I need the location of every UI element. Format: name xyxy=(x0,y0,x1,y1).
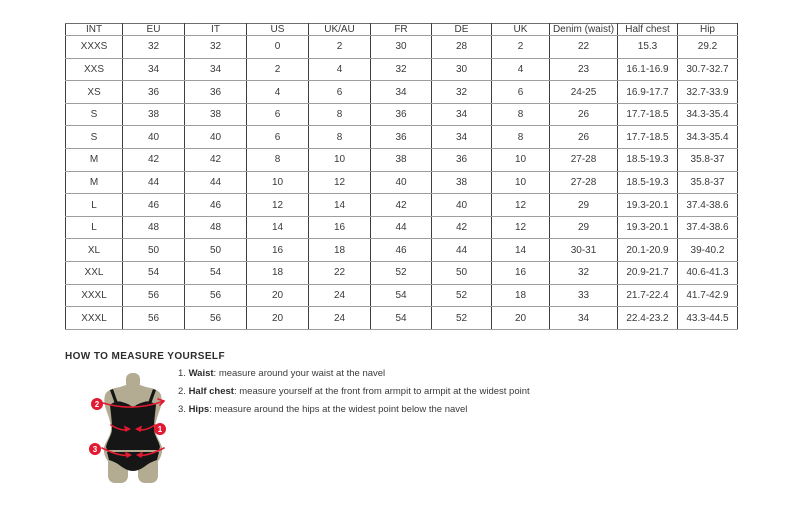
column-header: US xyxy=(247,24,309,36)
table-cell: 32 xyxy=(550,262,618,285)
table-cell: 20.9-21.7 xyxy=(618,262,678,285)
table-cell: 34 xyxy=(123,58,185,81)
table-cell: 40 xyxy=(123,126,185,149)
table-cell: 12 xyxy=(309,171,371,194)
table-cell: 42 xyxy=(123,149,185,172)
step-number: 1. xyxy=(178,368,189,379)
measure-step xyxy=(178,385,530,401)
table-cell: 36 xyxy=(432,149,492,172)
table-cell: 27-28 xyxy=(550,149,618,172)
table-cell: 28 xyxy=(432,36,492,59)
table-cell: 38 xyxy=(123,103,185,126)
table-cell: 15.3 xyxy=(618,36,678,59)
table-cell: XXXS xyxy=(66,36,123,59)
table-cell: 19.3-20.1 xyxy=(618,216,678,239)
table-cell: 4 xyxy=(492,58,550,81)
table-cell: 8 xyxy=(492,126,550,149)
measure-section-title: HOW TO MEASURE YOURSELF xyxy=(65,351,225,362)
column-header: INT xyxy=(66,24,123,36)
table-cell: 54 xyxy=(123,262,185,285)
table-cell: 6 xyxy=(247,103,309,126)
table-row xyxy=(66,171,738,194)
table-row xyxy=(66,126,738,149)
table-cell: 4 xyxy=(309,58,371,81)
measure-figure xyxy=(80,371,180,489)
table-cell: 32.7-33.9 xyxy=(678,81,738,104)
table-cell: L xyxy=(66,216,123,239)
table-cell: 48 xyxy=(185,216,247,239)
table-row xyxy=(66,262,738,285)
table-cell: 24-25 xyxy=(550,81,618,104)
column-header: EU xyxy=(123,24,185,36)
table-cell: 6 xyxy=(492,81,550,104)
table-cell: 4 xyxy=(247,81,309,104)
table-cell: 29 xyxy=(550,194,618,217)
table-cell: 29.2 xyxy=(678,36,738,59)
table-cell: 54 xyxy=(185,262,247,285)
table-cell: 44 xyxy=(371,216,432,239)
table-cell: 14 xyxy=(309,194,371,217)
column-header: UK xyxy=(492,24,550,36)
table-cell: 54 xyxy=(371,284,432,307)
table-cell: 8 xyxy=(309,126,371,149)
table-cell: 29 xyxy=(550,216,618,239)
table-cell: 16.9-17.7 xyxy=(618,81,678,104)
table-row xyxy=(66,81,738,104)
table-cell: XXXL xyxy=(66,284,123,307)
table-cell: 34 xyxy=(185,58,247,81)
table-cell: 46 xyxy=(185,194,247,217)
table-cell: 12 xyxy=(492,216,550,239)
table-cell: 8 xyxy=(247,149,309,172)
table-cell: 40.6-41.3 xyxy=(678,262,738,285)
table-row xyxy=(66,216,738,239)
table-cell: 34 xyxy=(371,81,432,104)
table-cell: 26 xyxy=(550,103,618,126)
table-cell: 16.1-16.9 xyxy=(618,58,678,81)
table-cell: XXL xyxy=(66,262,123,285)
table-cell: 20 xyxy=(247,284,309,307)
table-cell: 12 xyxy=(492,194,550,217)
step-label: Waist xyxy=(188,368,214,379)
column-header: Denim (waist) xyxy=(550,24,618,36)
table-cell: XXS xyxy=(66,58,123,81)
table-cell: 32 xyxy=(185,36,247,59)
table-cell: 23 xyxy=(550,58,618,81)
table-row xyxy=(66,239,738,262)
table-cell: 10 xyxy=(247,171,309,194)
table-cell: 48 xyxy=(123,216,185,239)
table-cell: 17.7-18.5 xyxy=(618,126,678,149)
table-cell: 16 xyxy=(247,239,309,262)
table-cell: 22 xyxy=(550,36,618,59)
column-header: IT xyxy=(185,24,247,36)
table-cell: 50 xyxy=(123,239,185,262)
table-cell: 38 xyxy=(432,171,492,194)
table-cell: 42 xyxy=(371,194,432,217)
table-cell: 20 xyxy=(492,307,550,330)
measure-step xyxy=(178,403,530,419)
table-cell: 56 xyxy=(123,284,185,307)
table-cell: S xyxy=(66,103,123,126)
table-cell: 30.7-32.7 xyxy=(678,58,738,81)
table-cell: 34.3-35.4 xyxy=(678,103,738,126)
table-cell: 37.4-38.6 xyxy=(678,194,738,217)
table-cell: 34.3-35.4 xyxy=(678,126,738,149)
table-cell: 42 xyxy=(432,216,492,239)
table-cell: 6 xyxy=(247,126,309,149)
table-row xyxy=(66,103,738,126)
table-cell: 36 xyxy=(185,81,247,104)
table-cell: 27-28 xyxy=(550,171,618,194)
table-cell: 14 xyxy=(492,239,550,262)
table-cell: 36 xyxy=(371,126,432,149)
table-cell: 50 xyxy=(432,262,492,285)
table-cell: L xyxy=(66,194,123,217)
table-cell: 52 xyxy=(432,307,492,330)
table-cell: 30 xyxy=(432,58,492,81)
waist-marker-label: 1 xyxy=(157,425,163,434)
table-cell: 36 xyxy=(371,103,432,126)
table-cell: 21.7-22.4 xyxy=(618,284,678,307)
table-cell: 8 xyxy=(309,103,371,126)
table-cell: 34 xyxy=(550,307,618,330)
table-cell: 50 xyxy=(185,239,247,262)
table-row xyxy=(66,36,738,59)
table-cell: 40 xyxy=(371,171,432,194)
table-cell: 14 xyxy=(247,216,309,239)
measure-step xyxy=(178,367,530,383)
table-cell: 44 xyxy=(185,171,247,194)
table-cell: 44 xyxy=(432,239,492,262)
table-cell: 35.8-37 xyxy=(678,149,738,172)
table-cell: 32 xyxy=(432,81,492,104)
table-cell: M xyxy=(66,171,123,194)
table-cell: 33 xyxy=(550,284,618,307)
camisole-bodice xyxy=(106,401,160,450)
table-cell: 40 xyxy=(185,126,247,149)
mannequin-illustration xyxy=(80,371,180,489)
table-cell: 38 xyxy=(371,149,432,172)
table-cell: 54 xyxy=(371,307,432,330)
table-cell: 46 xyxy=(123,194,185,217)
table-cell: 56 xyxy=(123,307,185,330)
bust-marker-label: 2 xyxy=(94,400,100,409)
table-cell: 22.4-23.2 xyxy=(618,307,678,330)
table-cell: 41.7-42.9 xyxy=(678,284,738,307)
table-cell: 32 xyxy=(371,58,432,81)
table-cell: 39-40.2 xyxy=(678,239,738,262)
table-cell: 24 xyxy=(309,307,371,330)
table-cell: 30-31 xyxy=(550,239,618,262)
table-cell: S xyxy=(66,126,123,149)
column-header: Hip xyxy=(678,24,738,36)
size-table xyxy=(65,23,738,330)
table-cell: 12 xyxy=(247,194,309,217)
table-cell: 18 xyxy=(309,239,371,262)
table-row xyxy=(66,58,738,81)
table-cell: 10 xyxy=(492,149,550,172)
table-cell: M xyxy=(66,149,123,172)
table-cell: 2 xyxy=(492,36,550,59)
table-cell: 18.5-19.3 xyxy=(618,149,678,172)
column-header: FR xyxy=(371,24,432,36)
table-cell: 30 xyxy=(371,36,432,59)
step-text: : measure around your waist at the navel xyxy=(213,368,386,379)
step-text: : measure yourself at the front from armpit to armpit at the widest point xyxy=(233,386,530,397)
table-cell: 22 xyxy=(309,262,371,285)
table-cell: 34 xyxy=(432,126,492,149)
table-row xyxy=(66,284,738,307)
table-cell: 17.7-18.5 xyxy=(618,103,678,126)
table-cell: 20.1-20.9 xyxy=(618,239,678,262)
table-cell: 52 xyxy=(371,262,432,285)
table-cell: 26 xyxy=(550,126,618,149)
column-header: DE xyxy=(432,24,492,36)
step-label: Hips xyxy=(188,404,210,415)
table-cell: 42 xyxy=(185,149,247,172)
table-cell: 35.8-37 xyxy=(678,171,738,194)
table-cell: 10 xyxy=(309,149,371,172)
table-cell: 16 xyxy=(492,262,550,285)
table-cell: 46 xyxy=(371,239,432,262)
table-cell: 24 xyxy=(309,284,371,307)
hips-marker-label: 3 xyxy=(92,445,98,454)
table-cell: 20 xyxy=(247,307,309,330)
table-cell: 19.3-20.1 xyxy=(618,194,678,217)
table-cell: 2 xyxy=(309,36,371,59)
table-cell: 56 xyxy=(185,284,247,307)
table-cell: 18 xyxy=(247,262,309,285)
table-cell: XXXL xyxy=(66,307,123,330)
size-table-container xyxy=(65,23,738,330)
table-cell: 34 xyxy=(432,103,492,126)
table-cell: 38 xyxy=(185,103,247,126)
table-header-row xyxy=(66,24,738,36)
table-cell: XL xyxy=(66,239,123,262)
step-label: Half chest xyxy=(188,386,234,397)
column-header: UK/AU xyxy=(309,24,371,36)
table-row xyxy=(66,149,738,172)
table-cell: 56 xyxy=(185,307,247,330)
table-cell: 43.3-44.5 xyxy=(678,307,738,330)
table-cell: 52 xyxy=(432,284,492,307)
table-cell: 18.5-19.3 xyxy=(618,171,678,194)
table-cell: 0 xyxy=(247,36,309,59)
table-cell: 16 xyxy=(309,216,371,239)
step-text: : measure around the hips at the widest point below the navel xyxy=(209,404,468,415)
table-row xyxy=(66,194,738,217)
table-cell: 6 xyxy=(309,81,371,104)
table-cell: 2 xyxy=(247,58,309,81)
measure-steps-list xyxy=(178,367,530,421)
table-cell: XS xyxy=(66,81,123,104)
table-row xyxy=(66,307,738,330)
table-cell: 10 xyxy=(492,171,550,194)
table-cell: 44 xyxy=(123,171,185,194)
table-cell: 37.4-38.6 xyxy=(678,216,738,239)
step-number: 2. xyxy=(178,386,189,397)
table-cell: 18 xyxy=(492,284,550,307)
table-cell: 8 xyxy=(492,103,550,126)
table-cell: 40 xyxy=(432,194,492,217)
step-number: 3. xyxy=(178,404,189,415)
table-cell: 32 xyxy=(123,36,185,59)
table-cell: 36 xyxy=(123,81,185,104)
column-header: Half chest xyxy=(618,24,678,36)
